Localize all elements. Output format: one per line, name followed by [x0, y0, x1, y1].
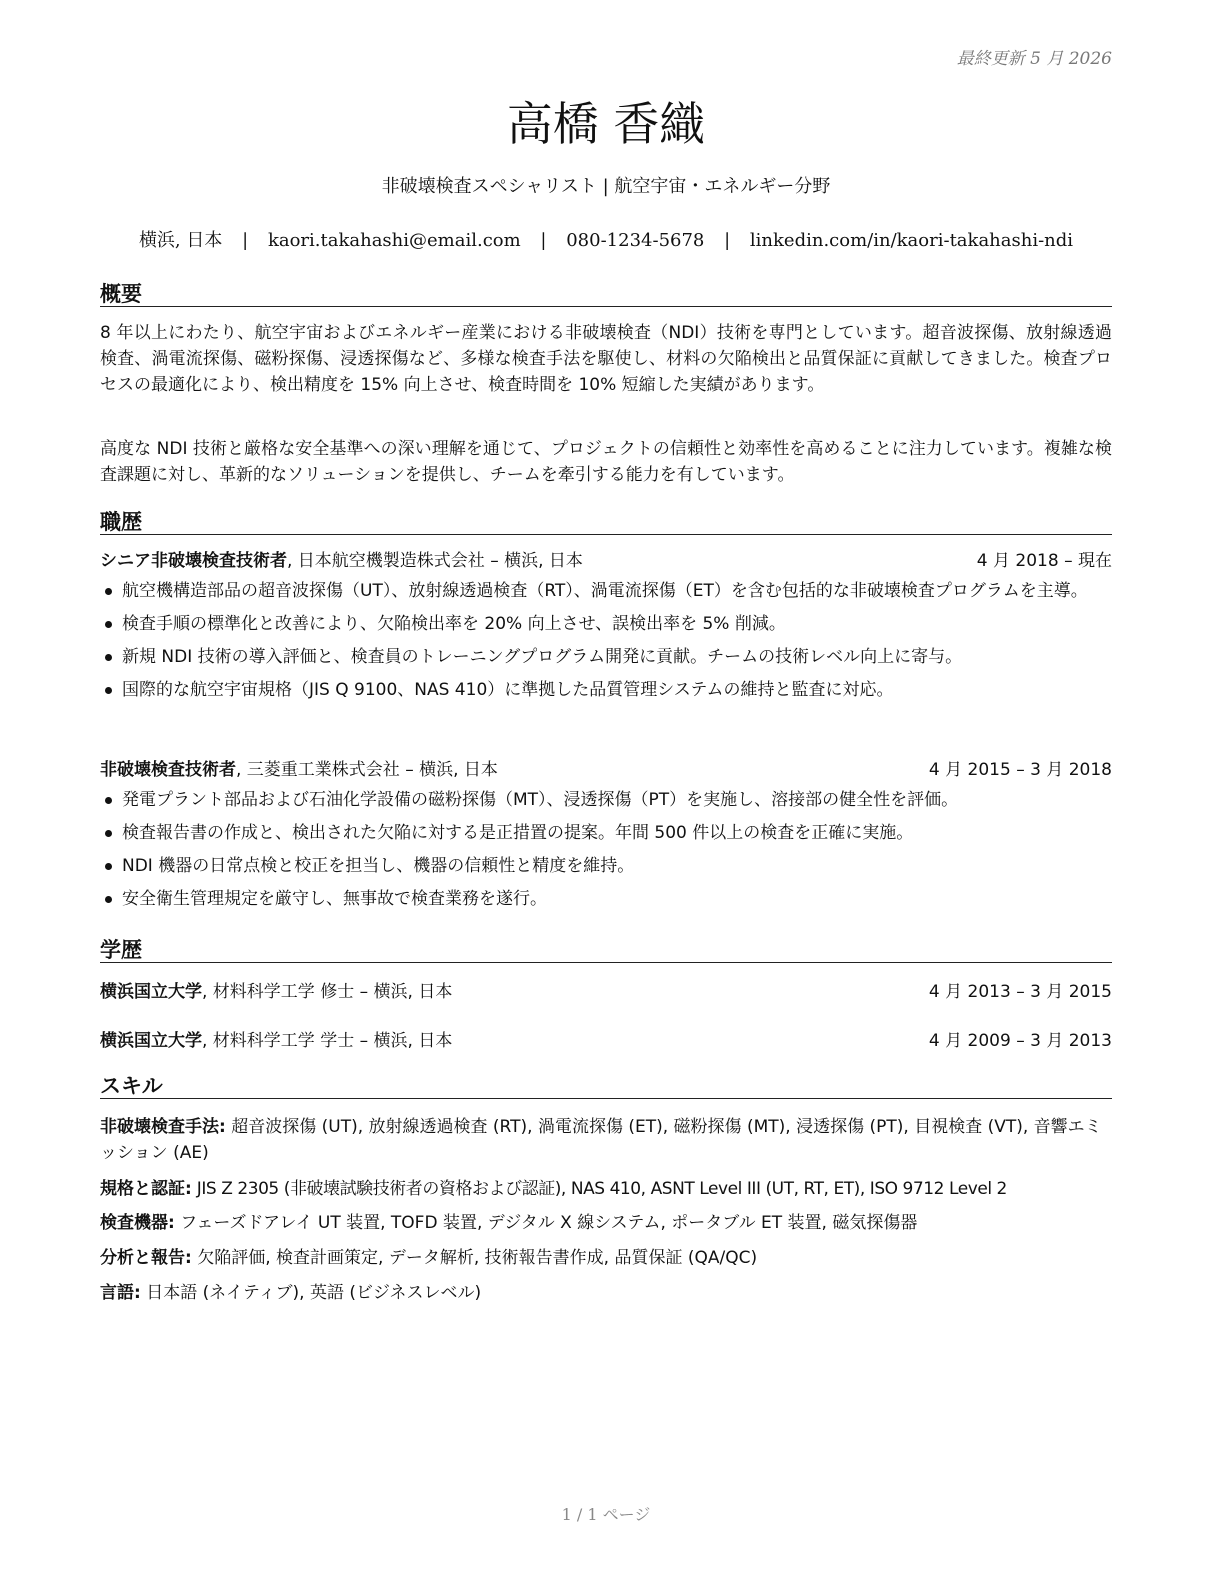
skill-row: [100, 1280, 1112, 1306]
last-updated: 最終更新 5 月 2026: [956, 49, 1112, 69]
job-header: [100, 548, 1112, 574]
skill-label: 非破壊検査手法:: [100, 1117, 226, 1137]
candidate-name: 高橋 香織: [506, 97, 706, 151]
job-dates: 4 月 2018 – 現在: [976, 551, 1112, 571]
skill-row: [100, 1245, 1112, 1271]
skill-label: 検査機器:: [100, 1213, 175, 1233]
job-organization: , 三菱重工業株式会社 – 横浜, 日本: [236, 760, 498, 780]
list-item: 発電プラント部品および石油化学設備の磁粉探傷（MT）、浸透探傷（PT）を実施し、溶接部の健全性を評価。: [100, 788, 1112, 812]
job-subtitle: 非破壊検査スペシャリスト | 航空宇宙・エネルギー分野: [381, 176, 831, 197]
job-bullet-list: [100, 579, 1112, 711]
contact-location: 横浜, 日本: [138, 230, 223, 251]
education-entry: [100, 979, 1112, 1005]
skill-row: [100, 1210, 1112, 1236]
contact-separator: |: [540, 230, 547, 251]
job-organization: , 日本航空機製造株式会社 – 横浜, 日本: [287, 551, 583, 571]
section-title-summary: 概要: [100, 278, 1112, 307]
section-title-education: 学歴: [100, 934, 1112, 963]
list-item: NDI 機器の日常点検と校正を担当し、機器の信頼性と精度を維持。: [100, 854, 1112, 878]
skill-row: [100, 1176, 1112, 1202]
school-name: 横浜国立大学: [100, 982, 202, 1002]
skill-value: フェーズドアレイ UT 装置, TOFD 装置, デジタル X 線システム, ポータブル ET 装置, 磁気探傷器: [174, 1213, 918, 1233]
skill-label: 言語:: [100, 1283, 141, 1303]
skill-value: 超音波探傷 (UT), 放射線透過検査 (RT), 渦電流探傷 (ET), 磁粉探傷 (MT), 浸透探傷 (PT), 目視検査 (VT), 音響エミッション (AE): [100, 1117, 1102, 1163]
contact-linkedin[interactable]: linkedin.com/in/kaori-takahashi-ndi: [749, 230, 1074, 251]
section-title-skills: スキル: [100, 1070, 1112, 1099]
job-title: 非破壊検査技術者: [100, 760, 236, 780]
education-dates: 4 月 2013 – 3 月 2015: [928, 982, 1112, 1002]
contact-separator: |: [242, 230, 249, 251]
page-number: 1 / 1 ページ: [561, 1505, 651, 1524]
degree-detail: , 材料科学工学 修士 – 横浜, 日本: [202, 982, 453, 1002]
contact-phone[interactable]: 080-1234-5678: [566, 230, 705, 251]
skill-label: 分析と報告:: [100, 1248, 192, 1268]
list-item: 検査手順の標準化と改善により、欠陥検出率を 20% 向上させ、誤検出率を 5% 削減。: [100, 612, 1112, 636]
list-item: 検査報告書の作成と、検出された欠陥に対する是正措置の提案。年間 500 件以上の検査を正確に実施。: [100, 821, 1112, 845]
job-header: [100, 757, 1112, 783]
summary-paragraph-1: 8 年以上にわたり、航空宇宙およびエネルギー産業における非破壊検査（NDI）技術を専門としています。超音波探傷、放射線透過検査、渦電流探傷、磁粉探傷、浸透探傷など、多様な検査手法を駆使し、材料の欠陥検出と品質保証に貢献してきました。検査プロセスの最適化により、検出精度を 15% 向上させ、検査時間を 10% 短縮した実績があります。: [100, 323, 1112, 395]
skill-value: 欠陥評価, 検査計画策定, データ解析, 技術報告書作成, 品質保証 (QA/QC): [191, 1248, 758, 1268]
skill-value: JIS Z 2305 (非破壊試験技術者の資格および認証), NAS 410, ASNT Level III (UT, RT, ET), ISO 9712 Level 2: [191, 1179, 1007, 1199]
list-item: 安全衛生管理規定を厳守し、無事故で検査業務を遂行。: [100, 887, 1112, 911]
contact-email[interactable]: kaori.takahashi@email.com: [267, 230, 521, 251]
summary-paragraph-2: 高度な NDI 技術と厳格な安全基準への深い理解を通じて、プロジェクトの信頼性と効率性を高めることに注力しています。複雑な検査課題に対し、革新的なソリューションを提供し、チームを牽引する能力を有しています。: [100, 439, 1112, 485]
contact-line: [100, 226, 1112, 252]
job-title: シニア非破壊検査技術者: [100, 551, 287, 571]
job-bullet-list: [100, 788, 1112, 920]
list-item: 国際的な航空宇宙規格（JIS Q 9100、NAS 410）に準拠した品質管理システムの維持と監査に対応。: [100, 678, 1112, 702]
degree-detail: , 材料科学工学 学士 – 横浜, 日本: [202, 1031, 453, 1051]
section-title-experience: 職歴: [100, 506, 1112, 535]
school-name: 横浜国立大学: [100, 1031, 202, 1051]
list-item: 新規 NDI 技術の導入評価と、検査員のトレーニングプログラム開発に貢献。チームの技術レベル向上に寄与。: [100, 645, 1112, 669]
resume-page: [100, 0, 1112, 1584]
skill-value: 日本語 (ネイティブ), 英語 (ビジネスレベル): [140, 1283, 482, 1303]
list-item: 航空機構造部品の超音波探傷（UT）、放射線透過検査（RT）、渦電流探傷（ET）を含む包括的な非破壊検査プログラムを主導。: [100, 579, 1112, 603]
job-dates: 4 月 2015 – 3 月 2018: [928, 760, 1112, 780]
contact-separator: |: [724, 230, 731, 251]
skill-label: 規格と認証:: [100, 1179, 192, 1199]
education-entry: [100, 1028, 1112, 1054]
education-dates: 4 月 2009 – 3 月 2013: [928, 1031, 1112, 1051]
skill-row: [100, 1114, 1112, 1166]
